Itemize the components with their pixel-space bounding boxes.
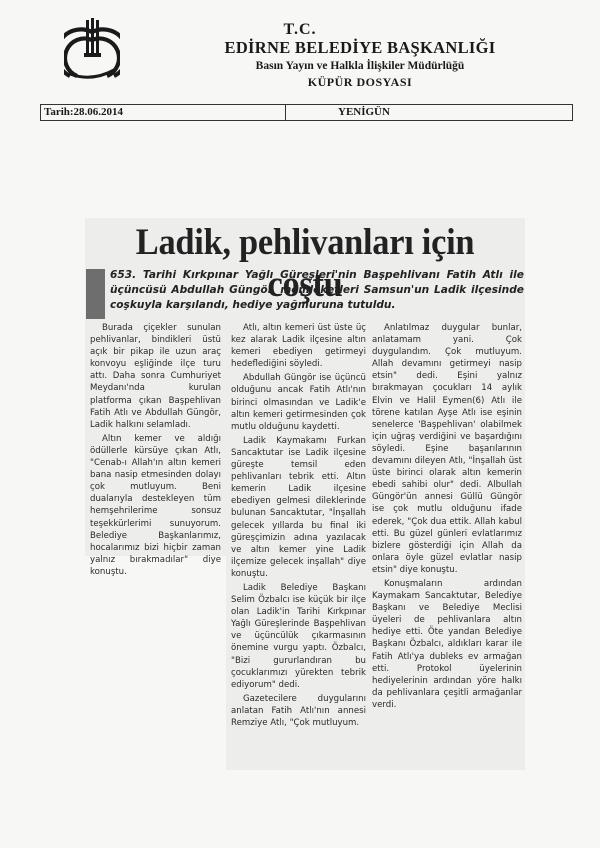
header-organization: EDİRNE BELEDİYE BAŞKANLIĞI [224,38,496,57]
paragraph: Atlı, altın kemeri üst üste üç kez alarak Ladik ilçesine altın kemeri ebediyen getirmeyi hedeflediğini söyledi. [231,323,366,370]
paragraph: Gazetecilere duygularını anlatan Fatih Atlı'nın annesi Remziye Atlı, "Çok mutluyum. [231,693,366,728]
article-spot: 653. Tarihi Kırkpınar Yağlı Güreşleri'nin Başpehlivanı Fatih Atlı ile üçüncüsü Abdullah Güngör, memleketleri Samsun'un Ladik ilçesinde coşkuyla karşılandı, hediye yağmuruna tutuldu. [110,269,524,311]
paragraph: Konuşmaların ardından Kaymakam Sancaktutar, Belediye Başkanı ve Belediye Meclisi üyeleri de pehlivanlara altın hediye etti. Öte yandan Belediye Başkanı Özbalcı, aldıkları karar ile Fatih Atlı'ya dubleks ev armağan etti. Protokol üyelerinin hediyelerinin ardından yöre halkı da pehlivanlara çeşitli armağanlar verdi. [372,578,522,710]
paragraph: Ladik Belediye Başkanı Selim Özbalcı ise küçük bir ilçe olan Ladik'in Tarihi Kırkpınar Yağlı Güreşlerinde Başpehlivan ve üçüncülük çıkarmasının önemine vurgu yaptı. Özbalcı, "Bizi gururlandıran bu çocuklarımızı yürekten tebrik ediyorum" dedi. [231,582,366,690]
paragraph: Abdullah Güngör ise üçüncü olduğunu ancak Fatih Atlı'nın birinci olmasından ve Ladik'e altın kemeri getirmesinden çok mutlu olduğunu kaydetti. [231,373,366,432]
spot-marker [86,269,105,319]
article-column-2 [231,322,366,729]
article-column-3 [372,322,522,711]
header-department: Basın Yayın ve Halkla İlişkiler Müdürlüğü [255,60,465,72]
paragraph: Anlatılmaz duygular bunlar, anlatamam yani. Çok duygulandım. Çok mutluyum. Allah devamını getirmeyi nasip etsin" dedi. Eşini yalnız bırakmayan çocukları 14 aylık Elvin ve Halil Eymen(6) Atlı ile törene katılan Ayşe Atlı ise eşinin senelerce 'Başpehlivan' olabilmek için uğraş verdiğini ve başardığını söyledi. Eşine başarılarının devamını dileyen Atlı, "İnşallah üst üste birinci olarak altın kemerin ebedi sahibi olur" dedi. Albullah Güngör'ün annesi Güllü Güngör ise çok mutlu olduğunu ifade ederek, "Çok dua ettik. Allah kabul etti. Bu güzel günleri evlatlarımız bizlere gösterdiği için Allah da onlara öyle güzel evlatlar nasip etsin" diye konuştu. [372,323,522,575]
paragraph: Burada çiçekler sunulan pehlivanlar, bindikleri üstü açık bir pikap ile uzun araç konvoyu eşliğinde ilçe turu attı. Daha sonra Cumhuriyet Meydanı'nda kurulan platforma çıkan Başpehlivan Fatih Atlı ve Abdullah Güngör, Ladik halkını selamladı. [90,323,221,430]
paragraph: Altın kemer ve aldığı ödüllerle kürsüye çıkan Atlı, "Cenab-ı Allah'ın altın kemeri bana nasip etmesinden dolayı çok mutluyum. Beni dualarıyla destekleyen tüm hemşehrilerime sonsuz teşekkürlerimi sunuyorum. Belediye Başkanlarımız, hocalarımız bizi hiçbir zaman yalnız bırakmadılar" diye konuştu. [90,433,221,577]
article-column-1 [90,322,221,578]
paragraph: Ladik Kaymakamı Furkan Sancaktutar ise Ladik ilçesine güreşte temsil eden pehlivanları tebrik etti. Altın kemerin Ladik ilçesine ebediyen gelmesi dileklerinde bulunan Sancaktutar, "İnşallah gelecek yıllarda bu final iki güreşçimizin adına yazılacak ve altın kemer yine Ladik ilçemize gelecek inşallah" diye konuştu. [231,435,366,579]
header-clipping-file: KÜPÜR DOSYASI [307,75,413,89]
newspaper-name: YENİGÜN [286,105,573,120]
info-row [40,104,573,121]
article-headline: Ladik, pehlivanları için coştu [135,222,475,305]
header-tc: T.C. [283,21,317,38]
clipping-date: Tarih:28.06.2014 [40,105,286,120]
